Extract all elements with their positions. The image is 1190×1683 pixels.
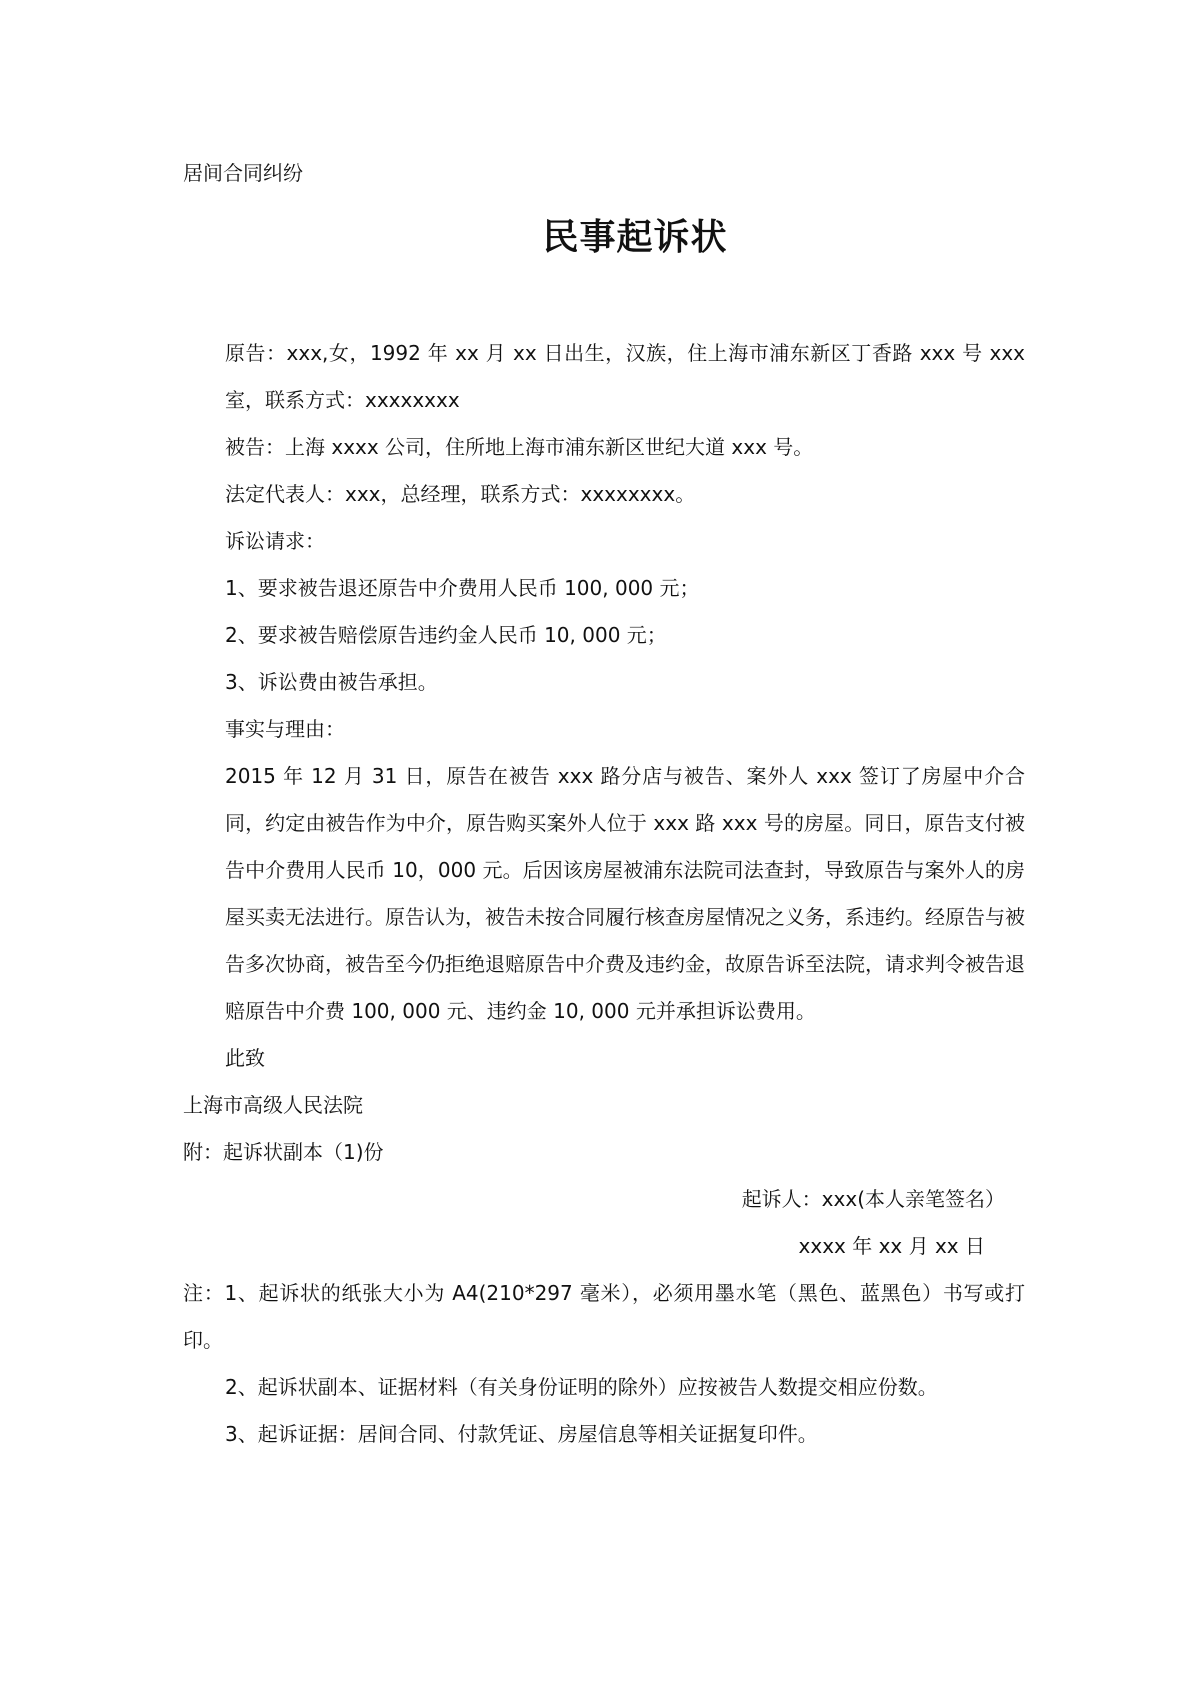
date-line: xxxx 年 xx 月 xx 日 (798, 1234, 985, 1258)
claims-heading: 诉讼请求： (225, 529, 325, 553)
claim-item: 2、要求被告赔偿原告违约金人民币 10, 000 元； (225, 623, 667, 647)
closing-salutation: 此致 (225, 1046, 265, 1070)
case-type-label: 居间合同纠纷 (183, 161, 303, 185)
note-item: 注：1、起诉状的纸张大小为 A4(210*297 毫米），必须用墨水笔（黑色、蓝黑色）书写或打印。 (183, 1281, 1025, 1352)
attachment-line: 附：起诉状副本（1)份 (183, 1140, 384, 1164)
signature-line: 起诉人：xxx(本人亲笔签名） (741, 1187, 1005, 1211)
plaintiff-paragraph: 原告：xxx,女，1992 年 xx 月 xx 日出生，汉族，住上海市浦东新区丁香路 xxx 号 xxx 室，联系方式：xxxxxxxx (225, 341, 1025, 412)
facts-heading: 事实与理由： (225, 717, 345, 741)
document-title: 民事起诉状 (542, 217, 728, 258)
note-item: 2、起诉状副本、证据材料（有关身份证明的除外）应按被告人数提交相应份数。 (225, 1375, 938, 1399)
claim-item: 1、要求被告退还原告中介费用人民币 100, 000 元； (225, 576, 700, 600)
document-body (183, 330, 1025, 1458)
defendant-paragraph: 被告：上海 xxxx 公司，住所地上海市浦东新区世纪大道 xxx 号。 (225, 435, 814, 459)
legal-representative-paragraph: 法定代表人：xxx，总经理，联系方式：xxxxxxxx。 (225, 482, 696, 506)
facts-paragraph: 2015 年 12 月 31 日，原告在被告 xxx 路分店与被告、案外人 xxx 签订了房屋中介合同，约定由被告作为中介，原告购买案外人位于 xxx 路 xxx 号的房屋。同日，原告支付被告中介费用人民币 10，000 元。后因该房屋被浦东法院司法查封，导致原告与案外人的房屋买卖无法进行。原告认为，被告未按合同履行核查房屋情况之义务，系违约。经原告与被告多次协商，被告至今仍拒绝退赔原告中介费及违约金，故原告诉至法院，请求判令被告退赔原告中介费 100, 000 元、违约金 10, 000 元并承担诉讼费用。 (225, 764, 1025, 1023)
note-item: 3、起诉证据：居间合同、付款凭证、房屋信息等相关证据复印件。 (225, 1422, 818, 1446)
claim-item: 3、诉讼费由被告承担。 (225, 670, 438, 694)
court-name: 上海市高级人民法院 (183, 1093, 363, 1117)
